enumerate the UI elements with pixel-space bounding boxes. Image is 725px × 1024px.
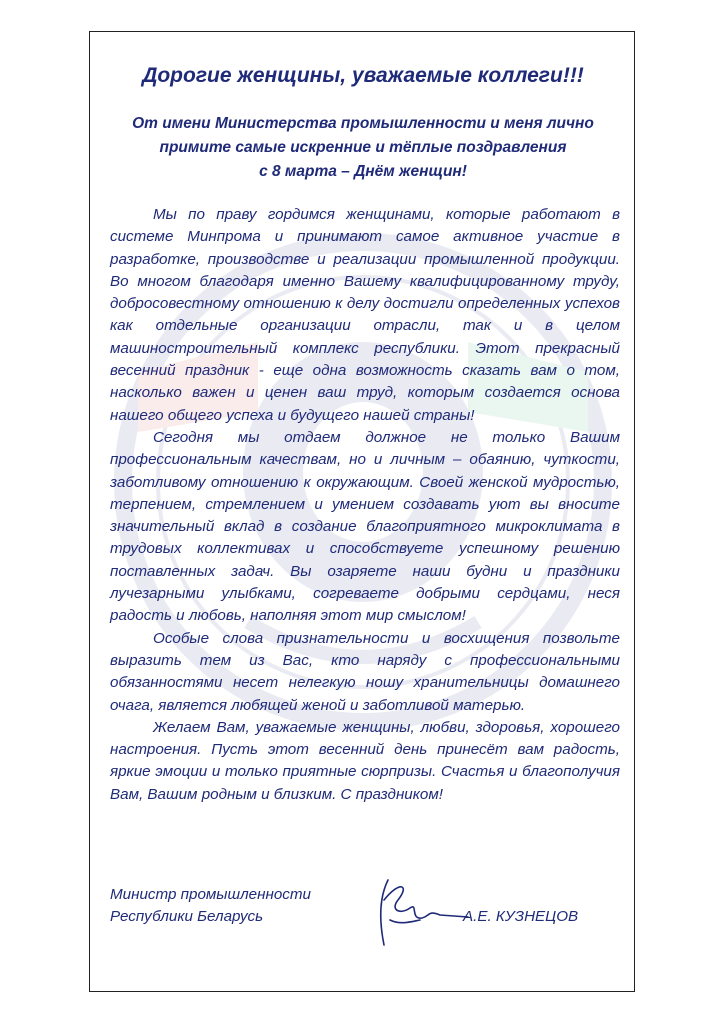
greeting-title: Дорогие женщины, уважаемые коллеги!!! [142,64,584,87]
subtitle [110,112,616,184]
signatory-name: А.Е. КУЗНЕЦОВ [463,908,579,925]
position-line: Республики Беларусь [110,908,264,925]
handwritten-signature [370,870,470,950]
letter-body [110,204,620,806]
subtitle-line: примите самые искренние и тёплые поздравления [159,139,567,156]
letter-page [89,31,635,992]
signatory-position [110,884,311,928]
position-line: Министр промышленности [110,886,311,903]
paragraph: Особые слова признательности и восхищения позвольте выразить тем из Вас, кто наряду с профессиональными обязанностями несет нелегкую ношу хранительницы домашнего очага, является любящей женой и заботливой матерью. [110,629,620,714]
paragraph: Мы по праву гордимся женщинами, которые работают в системе Минпрома и принимают самое активное участие в разработке, производстве и реализации промышленной продукции. Во многом благодаря именно Вашему квалифицированному труду, добросовестному отношению к делу достигли определенных успехов как отдельные организации отрасли, так и в целом машиностроительный комплекс республики. Этот прекрасный весенний праздник - еще одна возможность сказать вам о том, насколько важен и ценен ваш труд, которым создается основа нашего общего успеха и будущего нашей страны! [110,206,620,424]
paragraph: Желаем Вам, уважаемые женщины, любви, здоровья, хорошего настроения. Пусть этот весенний день принесёт вам радость, яркие эмоции и только приятные сюрпризы. Счастья и благополучия Вам, Вашим родным и близким. С праздником! [110,718,620,803]
subtitle-line: От имени Министерства промышленности и меня лично [132,115,594,132]
subtitle-line: с 8 марта – Днём женщин! [259,163,467,180]
paragraph: Сегодня мы отдаем должное не только Вашим профессиональным качествам, но и личным – обаянию, чуткости, заботливому отношению к окружающим. Своей женской мудростью, терпением, стремлением и умением создавать уют вы вносите значительный вклад в создание благоприятного микроклимата в трудовых коллективах и способствуете успешному решению поставленных задач. Вы озаряете наши будни и праздники лучезарными улыбками, согреваете добрыми сердцами, неся радость и любовь, наполняя этот мир смыслом! [110,428,620,625]
